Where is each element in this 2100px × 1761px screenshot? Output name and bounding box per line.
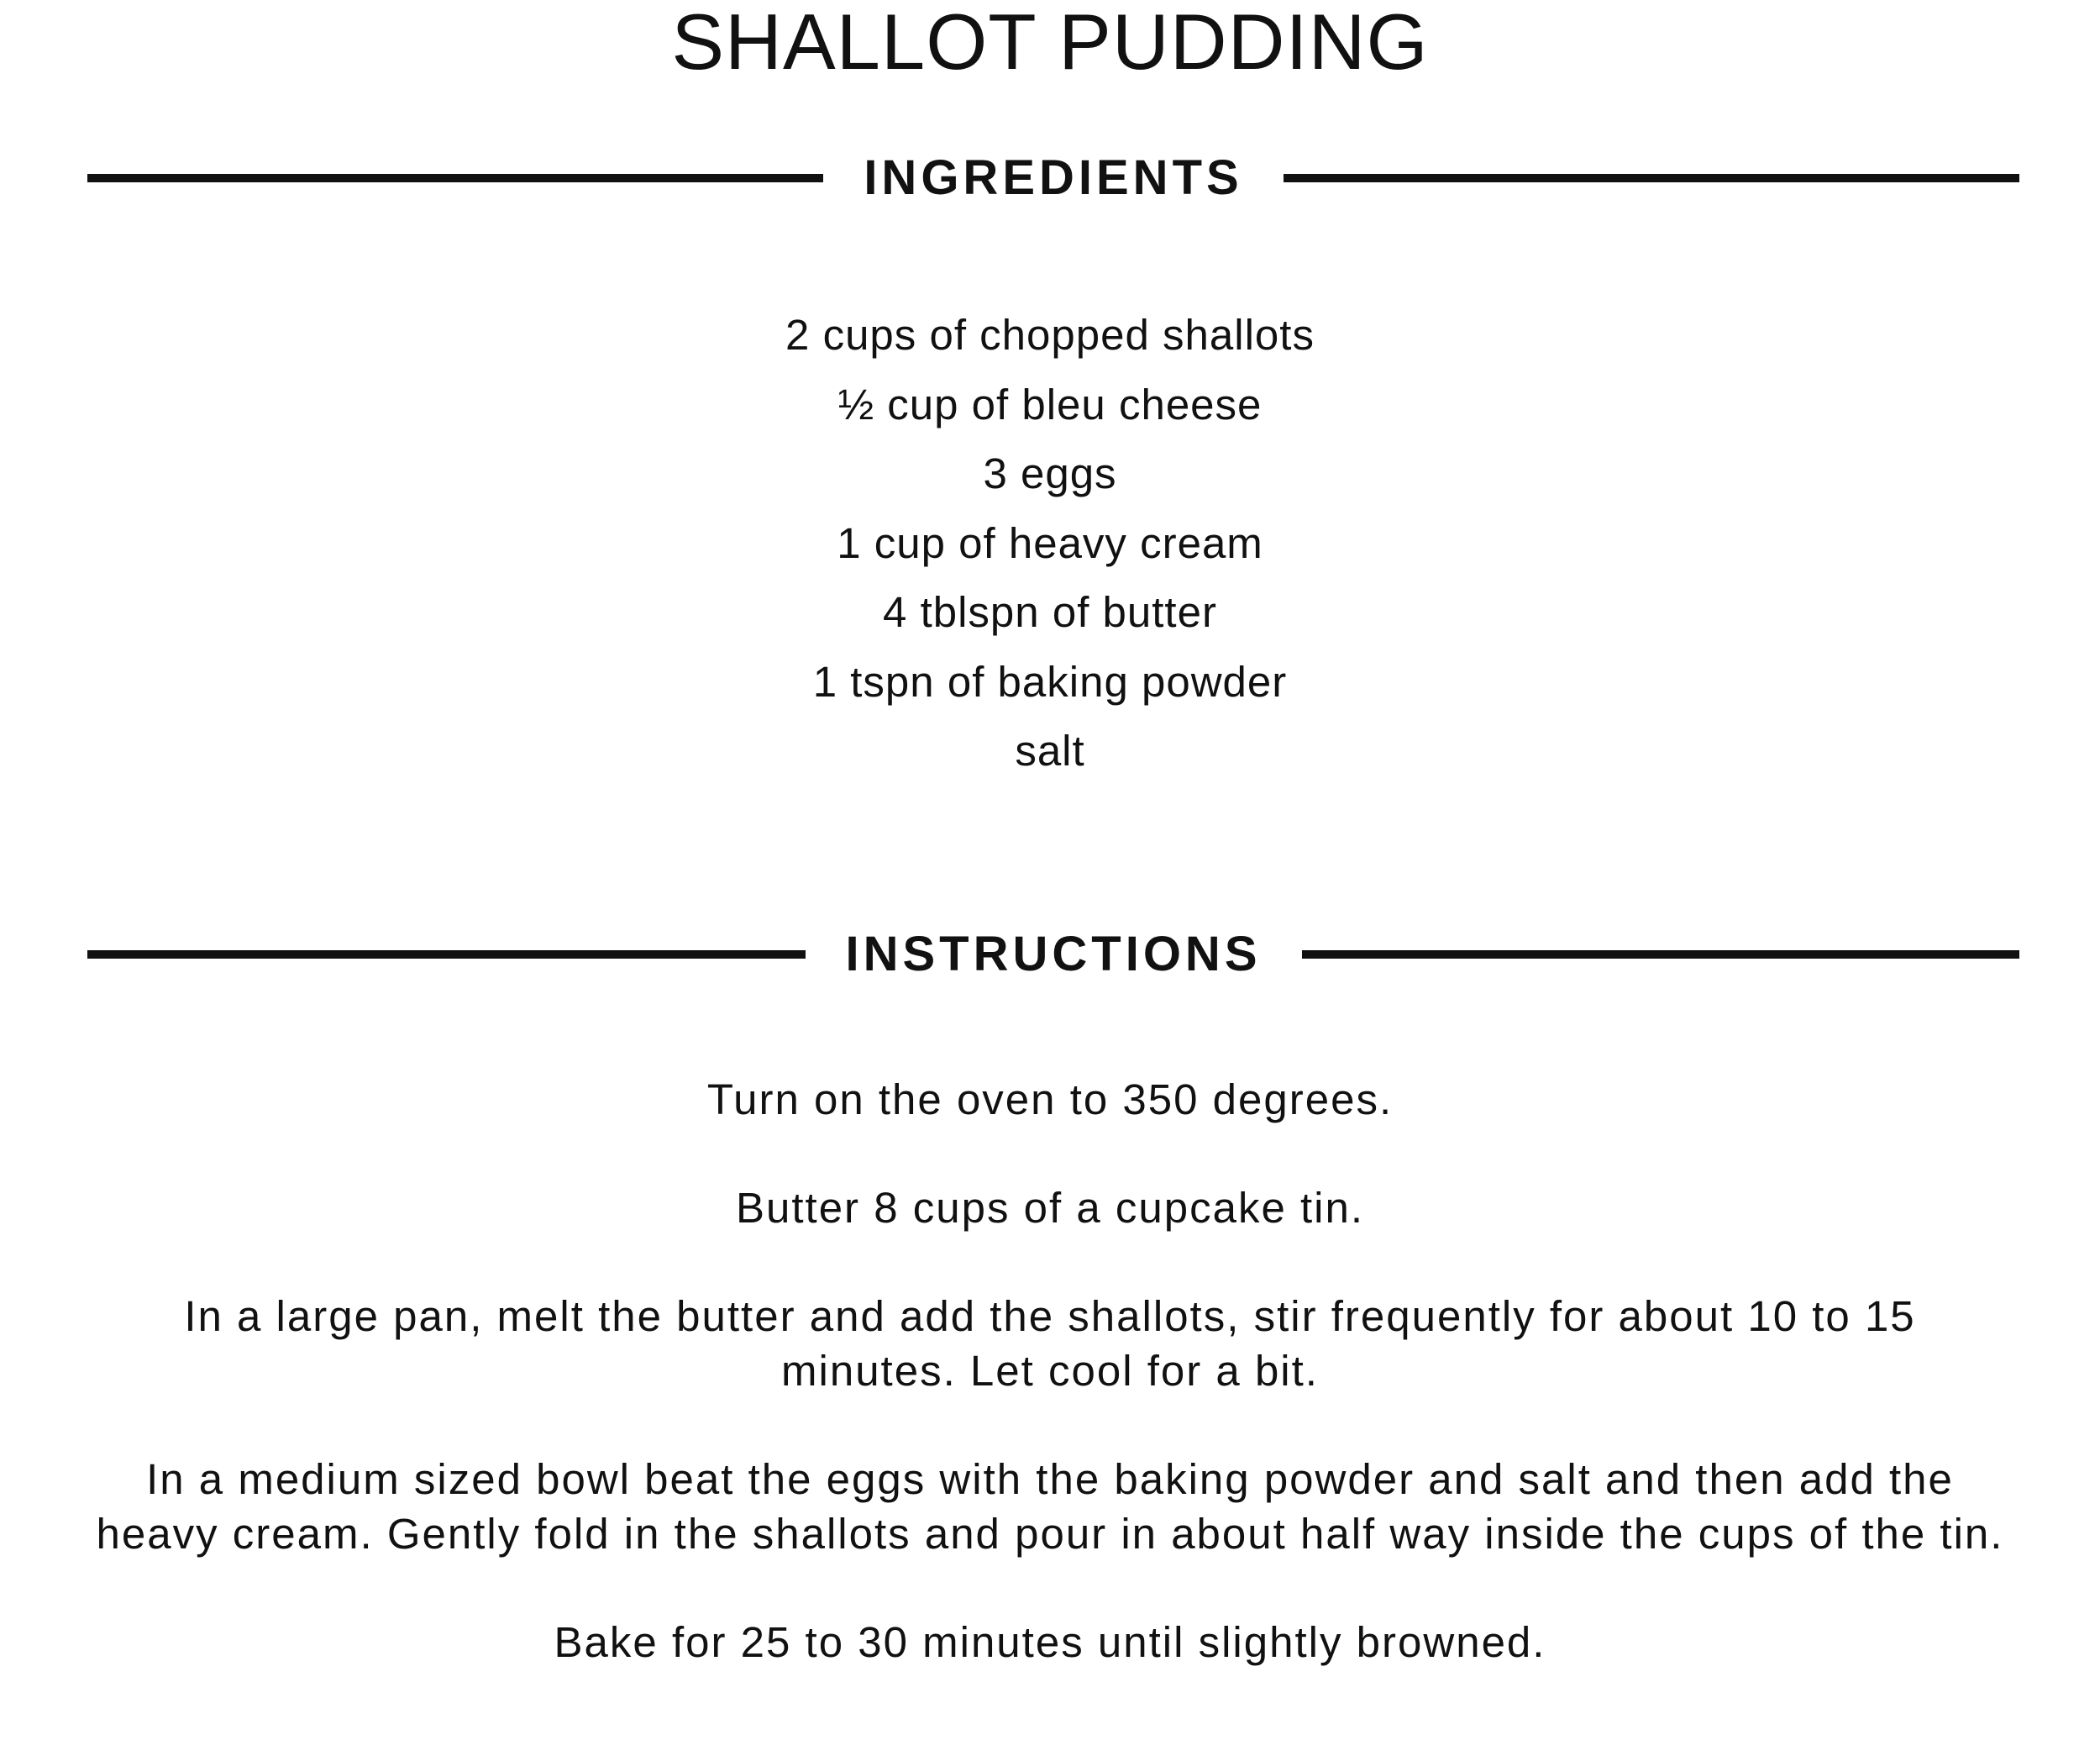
ingredients-header-label: INGREDIENTS [864,150,1243,205]
ingredients-header [87,150,2019,205]
instructions-list [92,1072,2008,1723]
instruction-step: In a medium sized bowl beat the eggs with the baking powder and salt and then add the heavy cream. Gently fold in the shallots and pour in about half way inside the cups of the tin. [96,1455,2004,1558]
header-rule-left [87,174,823,182]
header-rule-right [1302,950,2020,959]
header-rule-left [87,950,806,959]
ingredient-item: 3 eggs [983,449,1117,497]
instruction-step: Bake for 25 to 30 minutes until slightly browned. [554,1618,1546,1666]
instructions-header-label: INSTRUCTIONS [845,927,1262,981]
ingredients-list [0,301,2100,786]
ingredient-item: 4 tblspn of butter [883,588,1217,636]
ingredient-item: 1 cup of heavy cream [837,518,1263,567]
instructions-header [87,929,2019,980]
instruction-step: Butter 8 cups of a cupcake tin. [735,1184,1365,1232]
instruction-step: In a large pan, melt the butter and add the shallots, stir frequently for about 10 to 15 minutes. Let cool for a bit. [184,1292,1916,1395]
ingredient-item: ½ cup of bleu cheese [837,380,1263,428]
ingredient-item: 2 cups of chopped shallots [785,311,1315,359]
ingredient-item: salt [1015,727,1085,775]
ingredient-item: 1 tspn of baking powder [812,657,1288,706]
recipe-title: SHALLOT PUDDING [671,0,1429,86]
instruction-step: Turn on the oven to 350 degrees. [706,1075,1394,1123]
header-rule-right [1284,174,2019,182]
